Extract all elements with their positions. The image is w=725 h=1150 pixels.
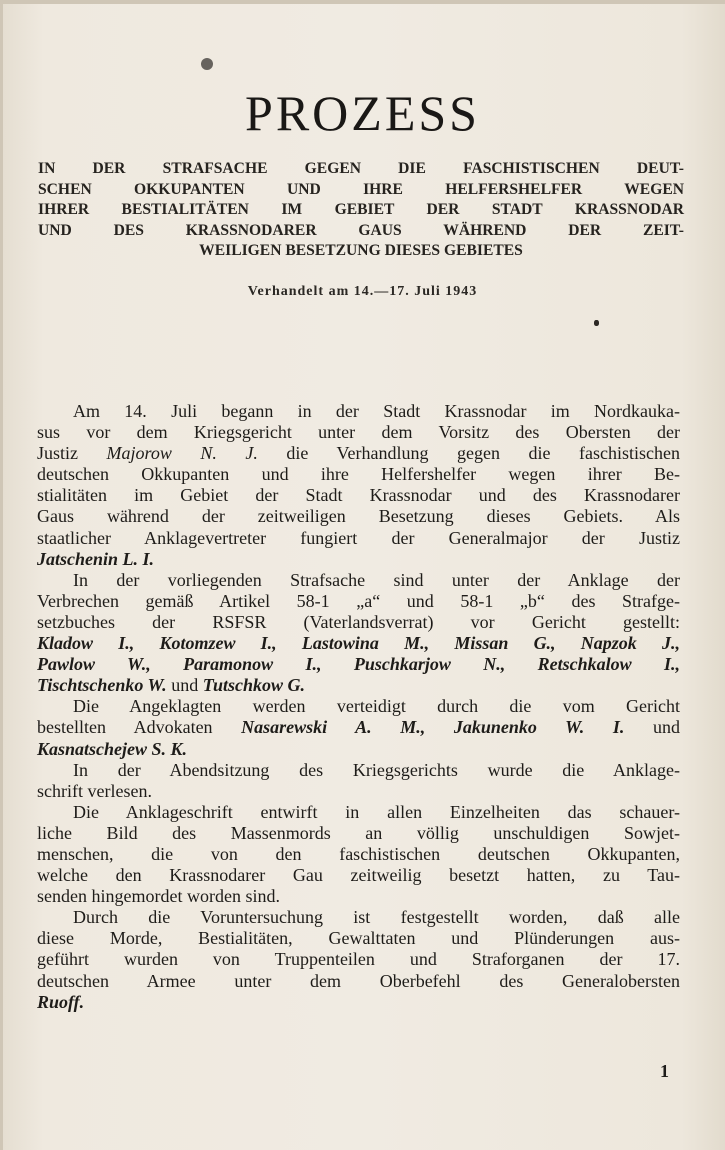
page-edge: [0, 0, 725, 4]
defendant-names: Kladow I., Kotomzew I., Lastowina M., Missan G., Napzok J.,: [37, 633, 680, 654]
page-number: 1: [660, 1061, 669, 1081]
text-run: Justiz: [37, 443, 107, 464]
ink-speck: [201, 58, 213, 70]
defendant-names: Tischtschenko W.: [37, 675, 167, 696]
defense-names: Kasnatschejew S. K.: [37, 738, 188, 759]
text-line: [37, 675, 680, 696]
text-line: [37, 992, 680, 1013]
text-line: Die Anklageschrift entwirft in allen Einzelheiten das schauer-: [73, 801, 680, 822]
text-line: [37, 633, 680, 654]
text-line: senden hingemordet worden sind.: [37, 886, 280, 907]
text-line: [37, 654, 680, 675]
ink-speck: [594, 320, 599, 326]
paragraph: [37, 401, 680, 570]
paragraph: [37, 760, 680, 802]
subtitle-line: WEILIGEN BESETZUNG DIESES GEBIETES: [199, 242, 523, 260]
text-line: liche Bild des Massenmords an völlig unschuldigen Sowjet-: [37, 822, 680, 843]
text-line: Die Angeklagten werden verteidigt durch die vom Gericht: [73, 696, 680, 717]
defense-names: Nasarewski A. M., Jakunenko W. I.: [241, 717, 625, 738]
judge-name: Majorow N. J.: [106, 443, 258, 464]
text-line: geführt wurden von Truppenteilen und Straforganen der 17.: [37, 949, 680, 970]
paragraph: [37, 696, 680, 759]
text-line: [37, 549, 680, 570]
text-line: Durch die Voruntersuchung ist festgestellt worden, daß alle: [73, 907, 680, 928]
text-run: bestellten Advokaten: [37, 717, 242, 738]
text-line: sus vor dem Kriegsgericht unter dem Vorsitz des Obersten der: [37, 422, 680, 443]
defendant-names: Tutschkow G.: [202, 675, 306, 696]
dateline: Verhandelt am 14.—17. Juli 1943: [247, 284, 478, 299]
text-line: In der vorliegenden Strafsache sind unter der Anklage der: [73, 569, 680, 590]
text-line: Gaus während der zeitweiligen Besetzung dieses Gebiets. Als: [37, 506, 680, 527]
text-line: welche den Krassnodarer Gau zeitweilig besetzt hatten, zu Tau-: [37, 865, 680, 886]
text-line: [37, 739, 680, 760]
subtitle-line: IN DER STRAFSACHE GEGEN DIE FASCHISTISCHEN DEUT-: [38, 160, 684, 177]
text-line: Am 14. Juli begann in der Stadt Krassnodar im Nordkauka-: [73, 401, 680, 421]
text-line: diese Morde, Bestialitäten, Gewalttaten und Plünderungen aus-: [37, 928, 680, 949]
text-line: deutschen Armee unter dem Oberbefehl des Generalobersten: [37, 970, 680, 991]
text-line: menschen, die von den faschistischen deutschen Okkupanten,: [37, 843, 680, 864]
text-line: setzbuches der RSFSR (Vaterlandsverrat) vor Gericht gestellt:: [37, 611, 680, 632]
document-title: PROZESS: [245, 85, 480, 141]
paragraph: [37, 570, 680, 697]
defendant-names: Pawlow W., Paramonow I., Puschkarjow N., Retschkalow I.,: [37, 654, 680, 675]
paragraph: [37, 907, 680, 1012]
text-run: und: [166, 675, 203, 696]
text-line: deutschen Okkupanten und ihre Helfershelfer wegen ihrer Be-: [37, 464, 680, 485]
subtitle-line: IHRER BESTIALITÄTEN IM GEBIET DER STADT KRASSNODAR: [38, 201, 684, 219]
text-line: stialitäten im Gebiet der Stadt Krassnodar und des Krassnodarer: [37, 485, 680, 506]
commander-name: Ruoff.: [37, 991, 85, 1012]
subtitle-line: SCHEN OKKUPANTEN UND IHRE HELFERSHELFER WEGEN: [38, 180, 684, 198]
text-run: die Verhandlung gegen die faschistischen: [257, 443, 680, 464]
prosecutor-name: Jatschenin L. I.: [37, 548, 155, 569]
text-line: [37, 443, 680, 464]
document-subtitle: [38, 159, 684, 262]
text-run: und: [624, 717, 681, 738]
text-line: In der Abendsitzung des Kriegsgerichts wurde die Anklage-: [73, 759, 680, 780]
text-line: Verbrechen gemäß Artikel 58-1 „a“ und 58-1 „b“ des Strafge-: [37, 590, 680, 611]
text-line: schrift verlesen.: [37, 780, 152, 801]
text-line: [37, 717, 680, 738]
body-text: [37, 401, 680, 1013]
paragraph: [37, 802, 680, 907]
subtitle-line: UND DES KRASSNODARER GAUS WÄHREND DER ZEIT-: [38, 221, 684, 239]
page-edge: [0, 0, 3, 1150]
text-line: staatlicher Anklagevertreter fungiert der Generalmajor der Justiz: [37, 527, 680, 548]
